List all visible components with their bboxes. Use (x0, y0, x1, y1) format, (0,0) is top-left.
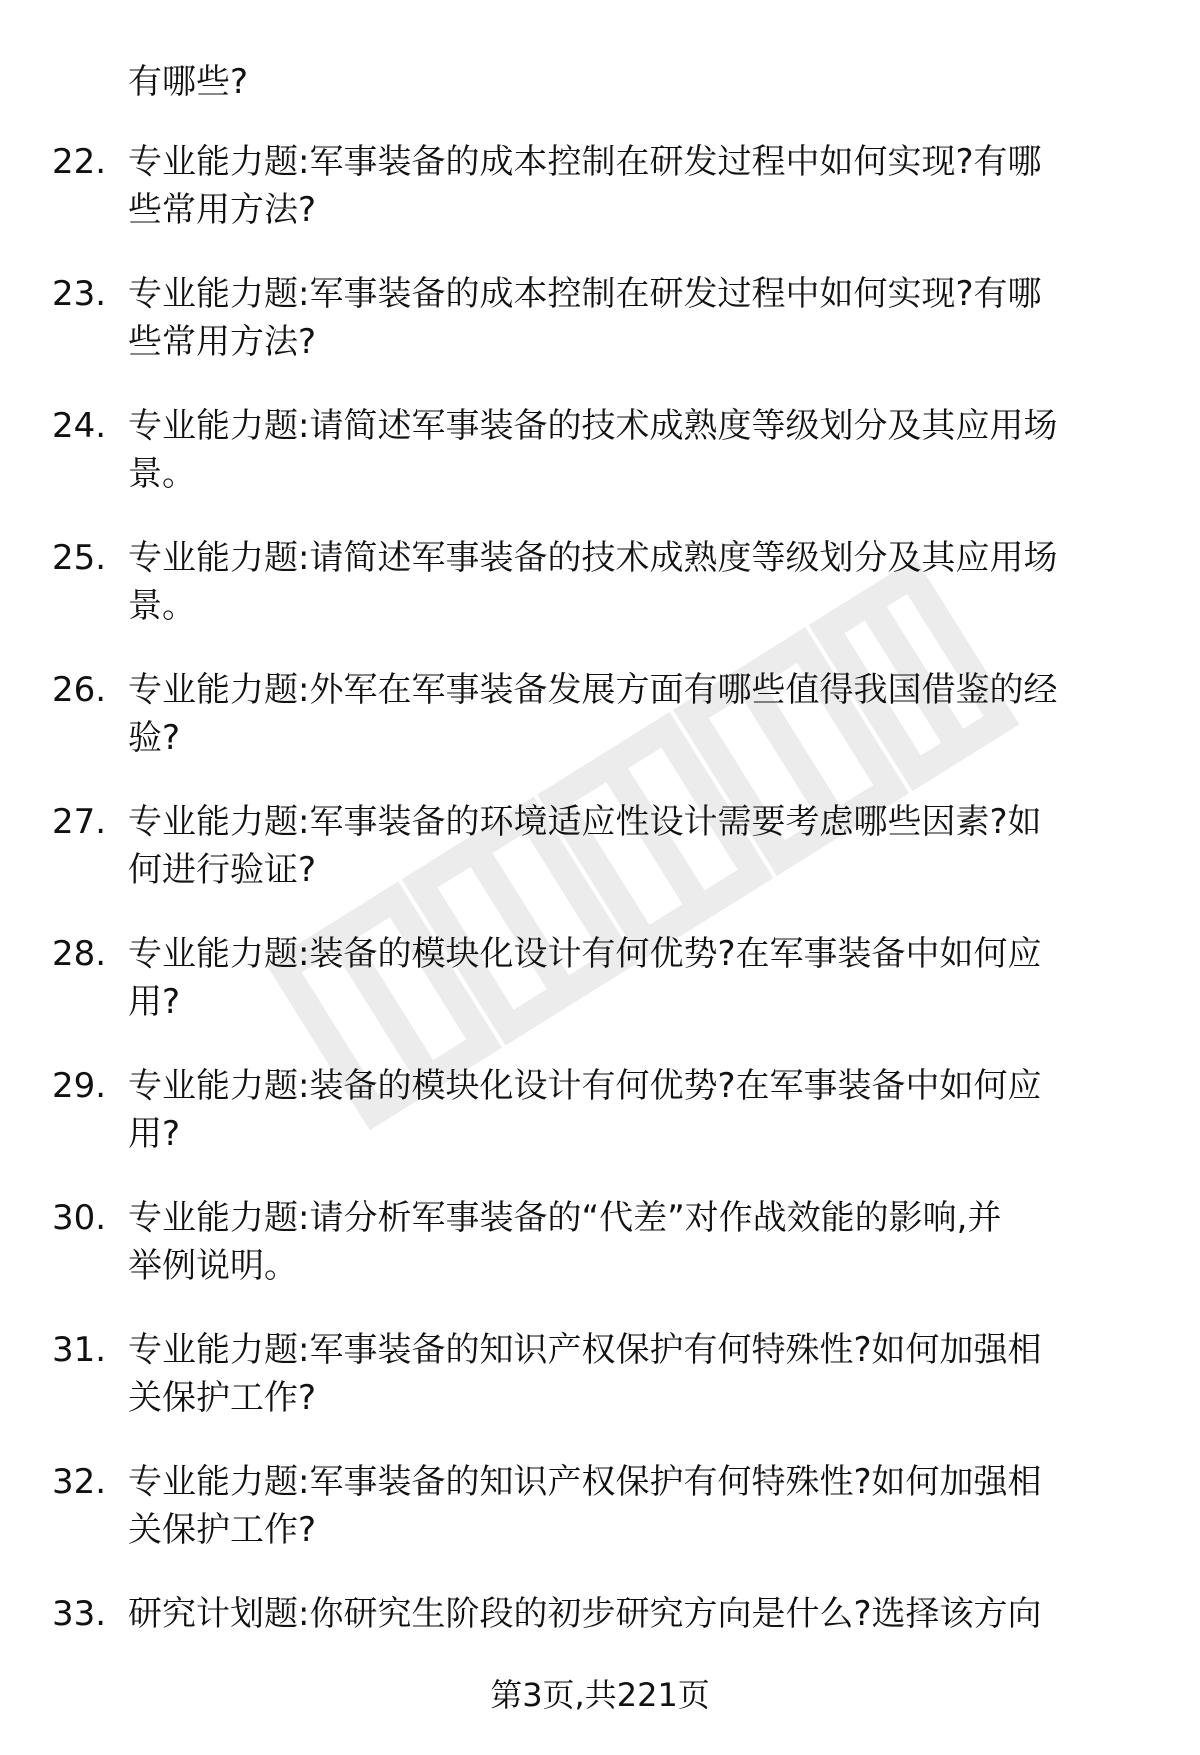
question-text-line-1: 专业能力题:军事装备的知识产权保护有何特殊性?如何加强相 (128, 1330, 1042, 1370)
question-text-line-2: 关保护工作? (128, 1378, 317, 1418)
question-text-line-1: 专业能力题:装备的模块化设计有何优势?在军事装备中如何应 (128, 1066, 1042, 1106)
question-text-line-2: 举例说明。 (128, 1246, 298, 1286)
question-item (0, 270, 1200, 402)
question-number: 27. (52, 802, 107, 842)
question-text-line-2: 何进行验证? (128, 850, 317, 890)
question-item (0, 1458, 1200, 1590)
question-text-line-1: 专业能力题:请分析军事装备的“代差”对作战效能的影响,并 (128, 1198, 1002, 1238)
question-text-line-2: 验? (128, 718, 181, 758)
question-number: 26. (52, 670, 107, 710)
question-text-line-2: 些常用方法? (128, 322, 317, 362)
question-text-line-2: 些常用方法? (128, 190, 317, 230)
question-number: 30. (52, 1198, 107, 1238)
question-item (0, 798, 1200, 930)
question-item (0, 1194, 1200, 1326)
question-item (0, 1062, 1200, 1194)
question-text-line-2: 景。 (128, 586, 196, 626)
question-number: 32. (52, 1462, 107, 1502)
question-number: 28. (52, 934, 107, 974)
question-number: 31. (52, 1330, 107, 1370)
question-number: 23. (52, 274, 107, 314)
question-number: 29. (52, 1066, 107, 1106)
question-text-line-2: 用? (128, 1114, 181, 1154)
question-item (0, 1326, 1200, 1458)
question-text-line-1: 研究计划题:你研究生阶段的初步研究方向是什么?选择该方向 (128, 1594, 1042, 1634)
question-text-line-1: 专业能力题:军事装备的成本控制在研发过程中如何实现?有哪 (128, 274, 1042, 314)
question-text-line-1: 专业能力题:军事装备的知识产权保护有何特殊性?如何加强相 (128, 1462, 1042, 1502)
question-number: 22. (52, 142, 107, 182)
question-text-line-1: 专业能力题:请简述军事装备的技术成熟度等级划分及其应用场 (128, 538, 1058, 578)
question-item (0, 930, 1200, 1062)
page-number-footer: 第3页,共221页 (490, 1676, 710, 1714)
question-text-line-1: 专业能力题:军事装备的环境适应性设计需要考虑哪些因素?如 (128, 802, 1042, 842)
question-text-line-2: 景。 (128, 454, 196, 494)
question-number: 24. (52, 406, 107, 446)
question-item (0, 534, 1200, 666)
question-text-line-1: 专业能力题:请简述军事装备的技术成熟度等级划分及其应用场 (128, 406, 1058, 446)
question-item (0, 666, 1200, 798)
question-text-line-1: 专业能力题:外军在军事装备发展方面有哪些值得我国借鉴的经 (128, 670, 1058, 710)
question-item (0, 138, 1200, 270)
question-item (0, 402, 1200, 534)
question-text-line-2: 用? (128, 982, 181, 1022)
question-text-line-2: 关保护工作? (128, 1510, 317, 1550)
continued-question-text: 有哪些? (128, 62, 249, 102)
question-number: 33. (52, 1594, 107, 1634)
question-text-line-1: 专业能力题:军事装备的成本控制在研发过程中如何实现?有哪 (128, 142, 1042, 182)
question-number: 25. (52, 538, 107, 578)
question-text-line-1: 专业能力题:装备的模块化设计有何优势?在军事装备中如何应 (128, 934, 1042, 974)
question-list (0, 138, 1200, 1722)
